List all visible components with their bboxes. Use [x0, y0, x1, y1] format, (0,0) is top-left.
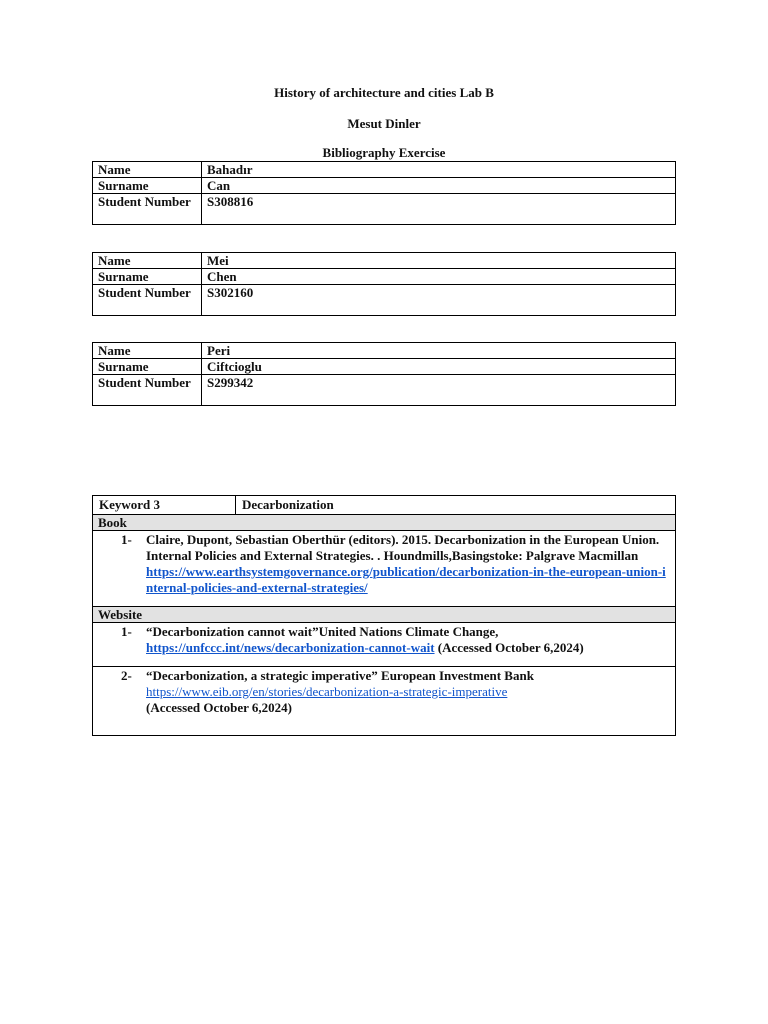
surname-label: Surname — [93, 359, 202, 375]
student-table-1 — [92, 161, 676, 225]
name-label: Name — [93, 162, 202, 178]
book-entry-number: 1- — [121, 532, 132, 547]
accessed-date: (Accessed October 6,2024) — [437, 640, 584, 655]
name-value: Peri — [202, 343, 676, 359]
surname-value: Chen — [202, 269, 676, 285]
keyword-value: Decarbonization — [236, 496, 676, 515]
student-number-value: S308816 — [202, 194, 676, 225]
website-entry-1 — [93, 623, 676, 667]
name-label: Name — [93, 253, 202, 269]
name-value: Bahadır — [202, 162, 676, 178]
website-title: “Decarbonization, a strategic imperative” European Investment Bank — [146, 668, 534, 683]
surname-value: Ciftcioglu — [202, 359, 676, 375]
book-heading: Book — [93, 515, 676, 531]
name-label: Name — [93, 343, 202, 359]
website-title: “Decarbonization cannot wait”United Nations Climate Change, — [146, 624, 499, 639]
student-number-value: S302160 — [202, 285, 676, 316]
surname-label: Surname — [93, 178, 202, 194]
instructor-name: Mesut Dinler — [347, 116, 421, 131]
exercise-title: Bibliography Exercise — [322, 145, 446, 160]
student-number-label: Student Number — [93, 285, 202, 316]
website-entry-number: 1- — [121, 624, 132, 639]
student-number-value: S299342 — [202, 375, 676, 406]
website-link[interactable]: https://www.eib.org/en/stories/decarbonization-a-strategic-imperative — [146, 684, 508, 699]
student-number-label: Student Number — [93, 194, 202, 225]
accessed-date: (Accessed October 6,2024) — [146, 700, 292, 715]
course-title: History of architecture and cities Lab B — [274, 85, 494, 100]
student-number-label: Student Number — [93, 375, 202, 406]
surname-value: Can — [202, 178, 676, 194]
bibliography-table — [92, 495, 676, 736]
surname-label: Surname — [93, 269, 202, 285]
student-table-3 — [92, 342, 676, 406]
website-link[interactable]: https://unfccc.int/news/decarbonization-cannot-wait — [146, 640, 435, 655]
book-citation: Claire, Dupont, Sebastian Oberthür (editors). 2015. Decarbonization in the European Union. Internal Policies and External Strategies. . Houndmills,Basingstoke: Palgrave Macmillan — [146, 532, 660, 563]
name-value: Mei — [202, 253, 676, 269]
student-table-2 — [92, 252, 676, 316]
website-entry-number: 2- — [121, 668, 132, 683]
website-entry-2 — [93, 667, 676, 736]
book-entry — [93, 531, 676, 607]
book-link[interactable]: https://www.earthsystemgovernance.org/publication/decarbonization-in-the-european-union-internal-policies-and-external-strategies/ — [146, 564, 666, 595]
website-heading: Website — [93, 607, 676, 623]
keyword-label: Keyword 3 — [93, 496, 236, 515]
